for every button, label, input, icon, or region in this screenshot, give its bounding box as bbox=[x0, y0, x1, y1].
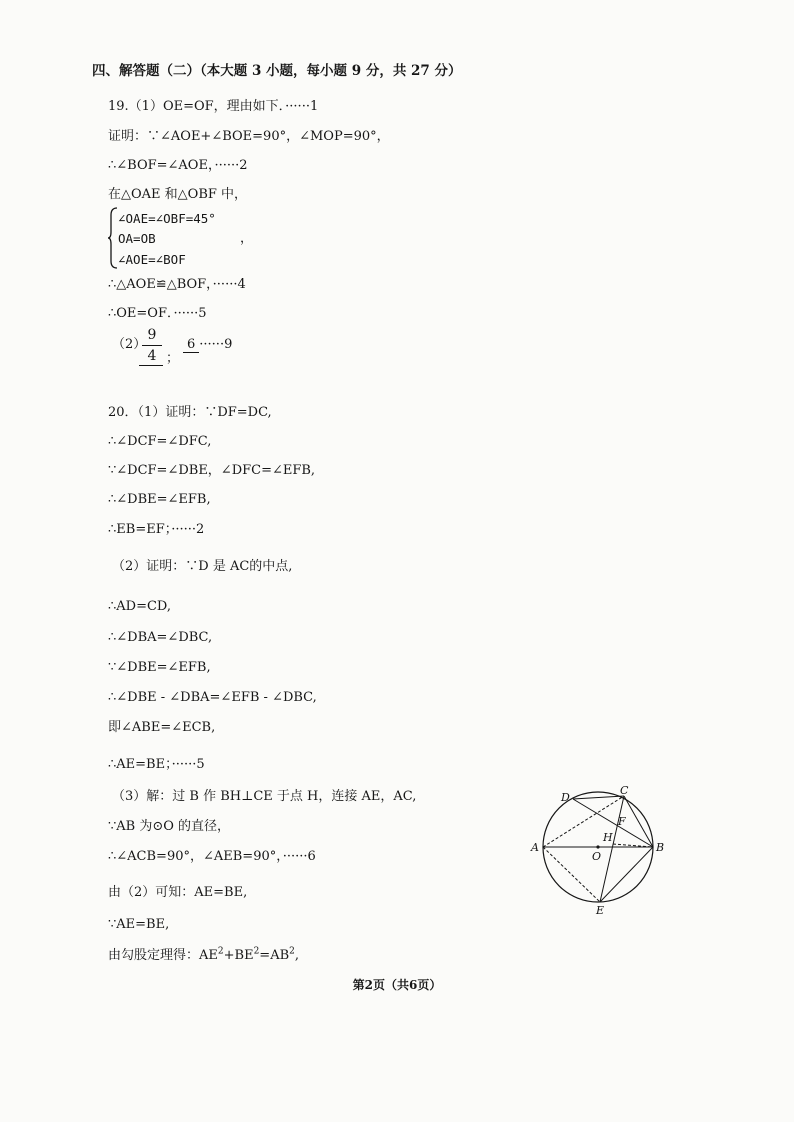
q20-line-13: （3）解：过 B 作 BH⊥CE 于点 H，连接 AE，AC, bbox=[112, 789, 417, 804]
q19-line-3: ∴∠BOF=∠AOE，······2 bbox=[108, 158, 248, 173]
segment-cb bbox=[624, 796, 653, 847]
q20-line-5: ∴EB=EF；······2 bbox=[108, 522, 205, 537]
center-point bbox=[596, 845, 599, 848]
q19-part2-label: （2） bbox=[112, 337, 147, 352]
q19-part2-separator: ； bbox=[166, 351, 180, 366]
answer-underline bbox=[139, 365, 163, 366]
label-e: E bbox=[596, 904, 605, 917]
q20-line-1: 20．（1）证明：∵DF=DC, bbox=[108, 405, 272, 420]
q19-line-1: 19.（1）OE=OF，理由如下．······1 bbox=[108, 99, 319, 114]
fraction-numerator: 9 bbox=[147, 327, 157, 343]
q19-line-5: ∴△AOE≌△BOF，······4 bbox=[108, 277, 246, 292]
fraction-denominator: 4 bbox=[147, 348, 157, 364]
q19-line-2: 证明：∵∠AOE+∠BOE=90°，∠MOP=90°， bbox=[108, 129, 390, 144]
q20-line-15: ∴∠ACB=90°，∠AEB=90°，······6 bbox=[108, 849, 316, 864]
answer-six: 6 bbox=[183, 337, 199, 353]
system-eq-1: ∠OAE=∠OBF=45° bbox=[118, 211, 216, 226]
score-marker: ······9 bbox=[199, 337, 233, 352]
page-footer: 第2页（共6页） bbox=[352, 978, 442, 992]
label-o: O bbox=[592, 850, 602, 863]
segment-dc bbox=[573, 796, 624, 799]
q20-line-18: 由勾股定理得：$AE^2+BE^2=AB^2$, bbox=[108, 946, 300, 963]
segment-ce bbox=[600, 796, 624, 902]
q20-line-17: ∵AE=BE, bbox=[108, 917, 170, 932]
circle-geometry-figure bbox=[528, 784, 678, 924]
q20-line-8: ∴∠DBA=∠DBC, bbox=[108, 630, 213, 645]
label-f: F bbox=[618, 815, 626, 828]
q20-line-2: ∴∠DCF=∠DFC, bbox=[108, 434, 212, 449]
q20-line-14: ∵AB 为⊙O 的直径， bbox=[108, 819, 231, 834]
label-c: C bbox=[620, 784, 629, 797]
segment-db bbox=[573, 799, 653, 847]
q20-line-16: 由（2）可知：AE=BE, bbox=[108, 885, 248, 900]
system-eq-3: ∠AOE=∠BOF bbox=[118, 252, 186, 267]
q19-part2-answer bbox=[183, 336, 232, 354]
label-b: B bbox=[656, 841, 665, 854]
q20-line-11: 即∠ABE=∠ECB, bbox=[108, 720, 216, 735]
q20-line-6: （2）证明：∵D 是 AC的中点, bbox=[112, 559, 293, 574]
label-d: D bbox=[561, 791, 570, 804]
label-h: H bbox=[603, 831, 613, 844]
label-a: A bbox=[531, 841, 539, 854]
fraction-nine-quarters bbox=[142, 327, 162, 364]
q20-line-12: ∴AE=BE；······5 bbox=[108, 757, 205, 772]
section-title: 四、解答题（二）（本大题 3 小题，每小题 9 分，共 27 分） bbox=[92, 63, 462, 79]
q20-line-10: ∴∠DBE - ∠DBA=∠EFB - ∠DBC, bbox=[108, 690, 317, 705]
system-brace bbox=[108, 207, 118, 269]
q20-line-4: ∴∠DBE=∠EFB, bbox=[108, 492, 211, 507]
q19-line-4: 在△OAE 和△OBF 中， bbox=[108, 187, 248, 202]
system-comma: ， bbox=[240, 231, 254, 246]
system-eq-2: OA=OB bbox=[118, 231, 156, 246]
q20-line-3: ∵∠DCF=∠DBE，∠DFC=∠EFB, bbox=[108, 463, 316, 478]
q20-line-9: ∵∠DBE=∠EFB, bbox=[108, 660, 211, 675]
q19-line-6: ∴OE=OF．······5 bbox=[108, 306, 207, 321]
q20-line-7: ∴AD=CD, bbox=[108, 599, 172, 614]
